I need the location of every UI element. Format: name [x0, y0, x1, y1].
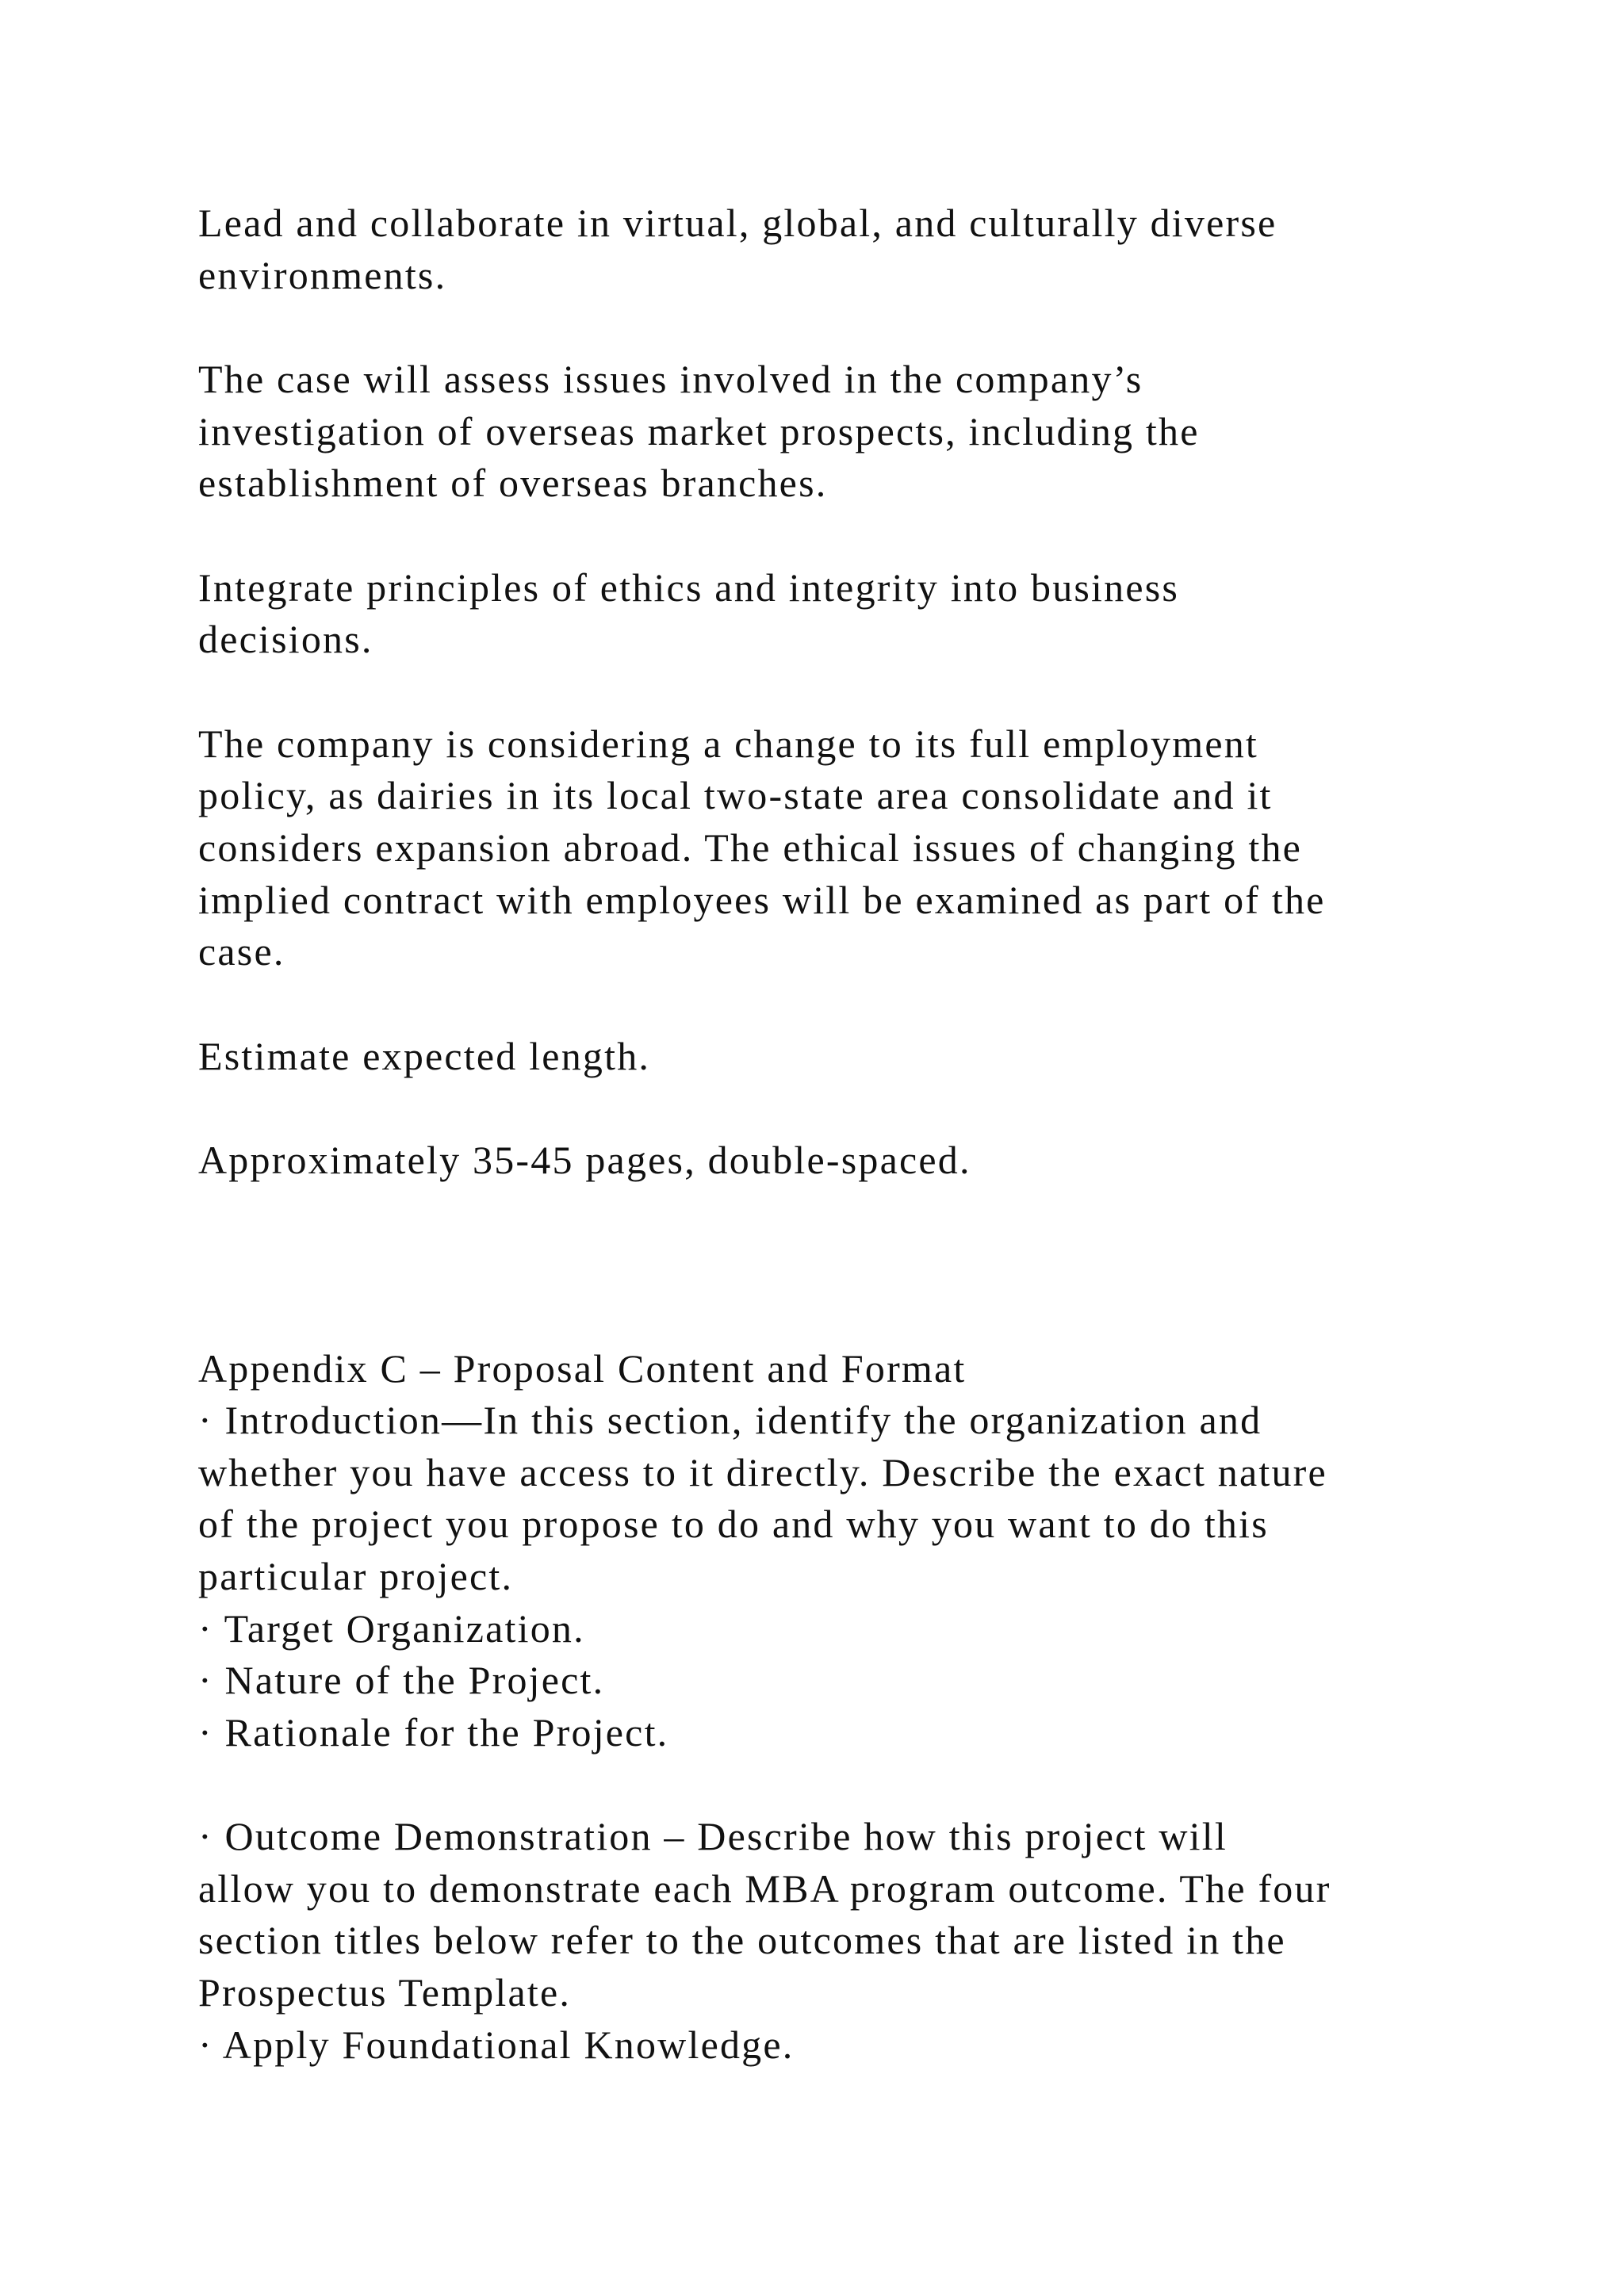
intro-bullet: · Rationale for the Project.	[198, 1710, 669, 1755]
outcome-heading-line: Integrate principles of ethics and integrity into business	[198, 565, 1180, 610]
appendix-title: Appendix C – Proposal Content and Format	[198, 1346, 967, 1391]
outcome-bullet: · Apply Foundational Knowledge.	[198, 2022, 795, 2067]
outcome-heading-line: decisions.	[198, 617, 373, 661]
introduction-line: whether you have access to it directly. Describe the exact nature	[198, 1450, 1327, 1494]
outcome-response-line: The company is considering a change to its full employment	[198, 721, 1259, 766]
outcome-response-line: establishment of overseas branches.	[198, 461, 828, 505]
outcome-response-line: case.	[198, 929, 285, 974]
outcome-demo-line: allow you to demonstrate each MBA program outcome. The four	[198, 1866, 1331, 1911]
outcome-response-line: The case will assess issues involved in the company’s	[198, 357, 1143, 401]
outcome-response-line: investigation of overseas market prospects, including the	[198, 409, 1200, 453]
outcome-response-line: policy, as dairies in its local two-state area consolidate and it	[198, 773, 1273, 817]
outcome-demo-line: section titles below refer to the outcomes that are listed in the	[198, 1918, 1286, 1962]
outcome-heading-line: environments.	[198, 253, 447, 297]
length-response: Approximately 35-45 pages, double-spaced.	[198, 1138, 971, 1182]
intro-bullet: · Nature of the Project.	[198, 1658, 605, 1702]
intro-bullet: · Target Organization.	[198, 1606, 585, 1651]
outcome-heading-line: Lead and collaborate in virtual, global, and culturally diverse	[198, 201, 1277, 245]
length-heading: Estimate expected length.	[198, 1034, 651, 1078]
introduction-line: particular project.	[198, 1554, 514, 1598]
introduction-line: · Introduction—In this section, identify the organization and	[198, 1398, 1262, 1442]
outcome-demo-line: Prospectus Template.	[198, 1970, 572, 2015]
introduction-line: of the project you propose to do and why you want to do this	[198, 1502, 1269, 1546]
outcome-response-line: implied contract with employees will be examined as part of the	[198, 878, 1326, 922]
outcome-demo-line: · Outcome Demonstration – Describe how this project will	[198, 1814, 1228, 1858]
outcome-response-line: considers expansion abroad. The ethical issues of changing the	[198, 825, 1303, 870]
